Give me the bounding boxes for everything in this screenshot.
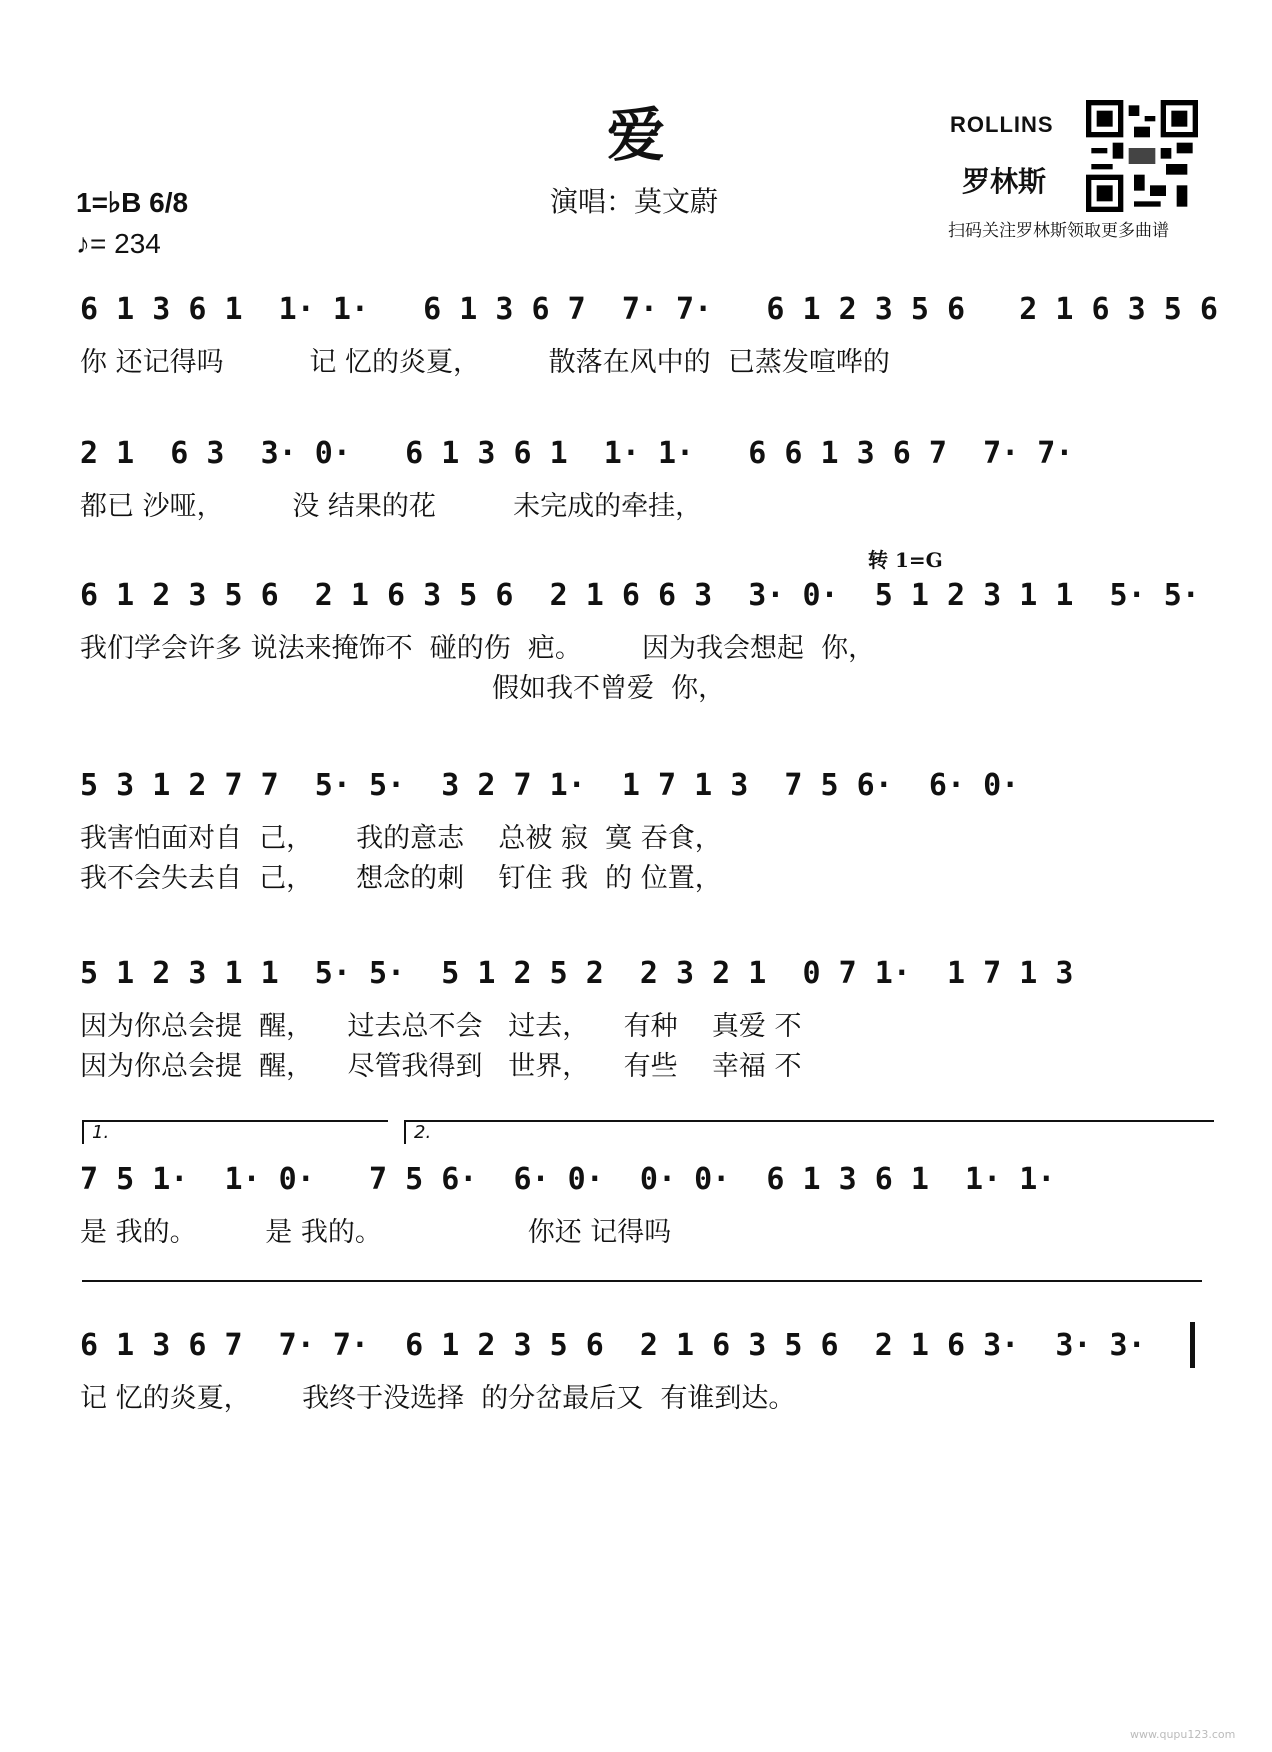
qr-code-icon [1086,100,1198,212]
score-line-1 [0,292,1272,452]
lyrics-line: 都已 沙哑， 没 结果的花 未完成的牵挂， [80,491,703,522]
score-line-2 [0,436,1272,596]
notation-line: 5 1 2 3 1 1 5· 5· 5 1 2 5 2 2 3 2 1 0 7 1· 1 7 1 3 [80,956,1074,991]
score-line-5 [0,956,1272,1116]
brand-logo: ROLLINS [950,112,1054,137]
lyrics-line: 因为你总会提 醒， 过去总不会 过去， 有种 真爱 不 [80,1011,802,1042]
lyrics-line: 你 还记得吗 记 忆的炎夏， 散落在风中的 已蒸发喧哗的 [80,347,890,378]
lyrics-line: 我不会失去自 己， 想念的刺 钉住 我 的 位置， [80,863,722,894]
lyrics-line: 我们学会许多 说法来掩饰不 碰的伤 疤。 因为我会想起 你， [80,633,876,664]
notation-line: 6 1 2 3 5 6 2 1 6 3 5 6 2 1 6 6 3 3· 0· 5 1 2 3 1 1 5· 5· [80,578,1200,613]
singer-credit: 演唱：莫文蔚 [550,185,719,218]
song-title: 爱 [606,101,665,169]
notation-line: 6 1 3 6 7 7· 7· 6 1 2 3 5 6 2 1 6 3 5 6 2 1 6 3· 3· 3· [80,1328,1146,1363]
lyrics-line: 记 忆的炎夏， 我终于没选择 的分岔最后又 有谁到达。 [80,1383,796,1414]
score-line-4 [0,768,1272,928]
scan-caption: 扫码关注罗林斯领取更多曲谱 [948,221,1169,241]
score-line-6 [0,1122,1272,1322]
key-change-marking: 转 1=G [868,548,943,572]
score-line-7 [0,1328,1272,1488]
first-ending-bracket: 1. [82,1120,388,1144]
brand-name: 罗林斯 [962,165,1047,198]
lyrics-line: 我害怕面对自 己， 我的意志 总被 寂 寞 吞食， [80,823,722,854]
notation-line: 2 1 6 3 3· 0· 6 1 3 6 1 1· 1· 6 6 1 3 6 7 7· 7· [80,436,1074,471]
key-signature: 1=♭B 6/8 [76,187,189,218]
section-rule [82,1280,1202,1282]
tempo-marking: ♪= 234 [76,228,161,259]
lyrics-line: 假如我不曾爱 你， [80,673,726,704]
notation-line: 7 5 1· 1· 0· 7 5 6· 6· 0· 0· 0· 6 1 3 6 1 1· 1· [80,1162,1056,1197]
notation-line: 6 1 3 6 1 1· 1· 6 1 3 6 7 7· 7· 6 1 2 3 5 6 2 1 6 3 5 6 [80,292,1218,327]
score-line-3 [0,548,1272,738]
lyrics-line: 因为你总会提 醒， 尽管我得到 世界， 有些 幸福 不 [80,1051,802,1082]
final-barline [1190,1322,1195,1368]
lyrics-line: 是 我的。 是 我的。 你还 记得吗 [80,1217,672,1248]
second-ending-bracket: 2. [404,1120,1214,1144]
watermark: www.qupu123.com [1130,1728,1236,1741]
notation-line: 5 3 1 2 7 7 5· 5· 3 2 7 1· 1 7 1 3 7 5 6· 6· 0· [80,768,1020,803]
